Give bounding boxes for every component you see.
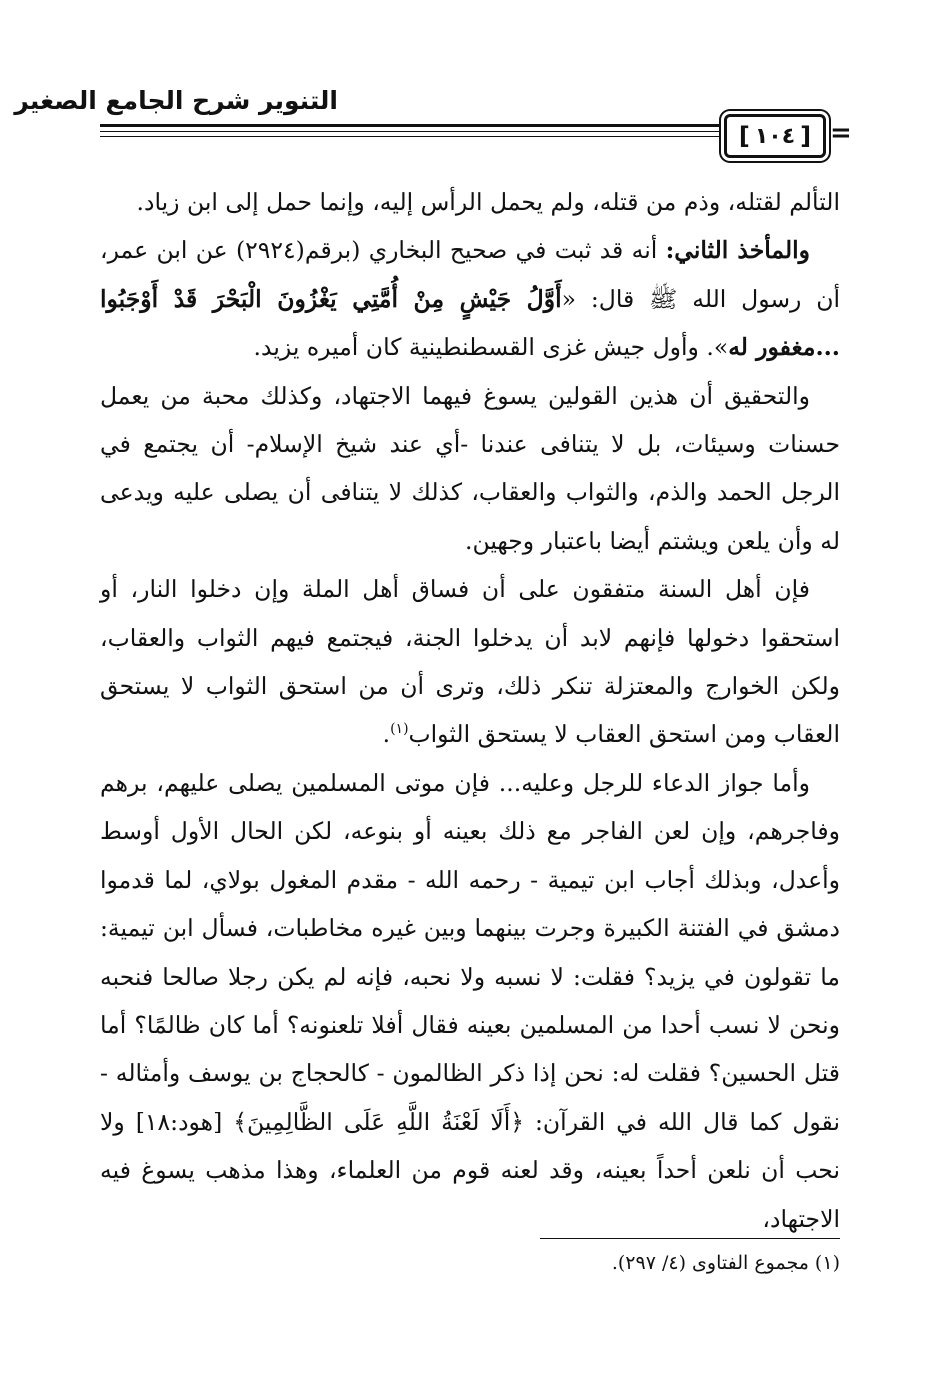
page-number-box [724,114,826,158]
page-number: ١٠٤ [754,123,796,149]
header-rule [100,124,825,127]
bracket-open: [ [738,122,750,150]
section-label: والمأخذ الثاني: [665,236,811,265]
main-text [100,178,840,1243]
paragraph-2-text-a: أنه قد ثبت في صحيح البخاري (برقم(٢٩٢٤) عن ابن عمر، أن رسول الله ﷺ قال: « [100,236,841,313]
paragraph-3: والتحقيق أن هذين القولين يسوغ فيهما الاجتهاد، وكذلك محبة من يعمل حسنات وسيئات، بل لا يتنافى عندنا -أي عند شيخ الإسلام- أن يجتمع في الرجل الحمد والذم، والثواب والعقاب، كذلك لا يتنافى أن يصلى عليه ويدعى له وأن يلعن ويشتم أيضا باعتبار وجهين. [100,381,840,555]
running-header-title: التنوير شرح الجامع الصغير [14,86,338,115]
paragraph-5 [100,759,840,1243]
hadith-quote: أَوَّلُ جَيْشٍ مِنْ أُمَّتِي يَغْزُونَ الْبَحْرَ قَدْ أَوْجَبُوا ...مغفور له [100,284,840,362]
header-rule-thin [100,136,825,137]
header-equal-mark: = [830,118,852,148]
quran-verse: ﴿أَلَا لَعْنَةُ اللَّهِ عَلَى الظَّالِمِينَ﴾ [233,1107,525,1136]
paragraph-2-text-b: ». وأول جيش غزى القسطنطينية كان أميره يزيد. [253,333,729,362]
verse-reference: [هود:١٨] [124,1107,234,1136]
footnote-reference[interactable]: (١) [390,721,409,738]
bracket-close: ] [800,122,812,150]
paragraph-4-text: فإن أهل السنة متفقون على أن فساق أهل الملة وإن دخلوا النار، أو استحقوا دخولها فإنهم لابد أن يدخلوا الجنة، فيجتمع فيهم الثواب والعقاب، ولكن الخوارج والمعتزلة تنكر ذلك، وترى أن من استحق الثواب لا يستحق العقاب ومن استحق العقاب لا يستحق الثواب [100,575,840,749]
paragraph-2 [100,226,840,371]
paragraph-4 [100,565,840,759]
footnote: (١) مجموع الفتاوى (٤/ ٢٩٧). [611,1252,840,1274]
paragraph-1: التألم لقتله، وذم من قتله، ولم يحمل الرأس إليه، وإنما حمل إلى ابن زياد. [136,188,840,216]
paragraph-5-text-b: ولا نحب أن نلعن أحداً بعينه، وقد لعنه قوم من العلماء، وهذا مذهب يسوغ فيه الاجتهاد، [100,1107,840,1233]
paragraph-5-text-a: وأما جواز الدعاء للرجل وعليه... فإن موتى المسلمين يصلى عليهم، برهم وفاجرهم، وإن لعن الفاجر مع ذلك بعينه أو بنوعه، لكن الحال الأول أوسط وأعدل، وبذلك أجاب ابن تيمية - رحمه الله - مقدم المغول بولاي، لما قدموا دمشق في الفتنة الكبيرة وجرت بينهما وبين غيره مخاطبات، فسأل ابن تيمية: ما تقولون في يزيد؟ فقلت: لا نسبه ولا نحبه، فإنه لم يكن رجلا صالحا فنحبه ونحن لا نسب أحدا من المسلمين بعينه فقال أفلا تلعنونه؟ أما كان ظالمًا؟ أما قتل الحسين؟ فقلت له: نحن إذا ذكر الظالمون - كالحجاج بن يوسف وأمثاله - نقول كما قال الله في القرآن: [100,768,840,1136]
paragraph-4-end: . [382,720,391,749]
header-rule-thin [100,131,825,132]
footnote-separator [540,1238,840,1239]
